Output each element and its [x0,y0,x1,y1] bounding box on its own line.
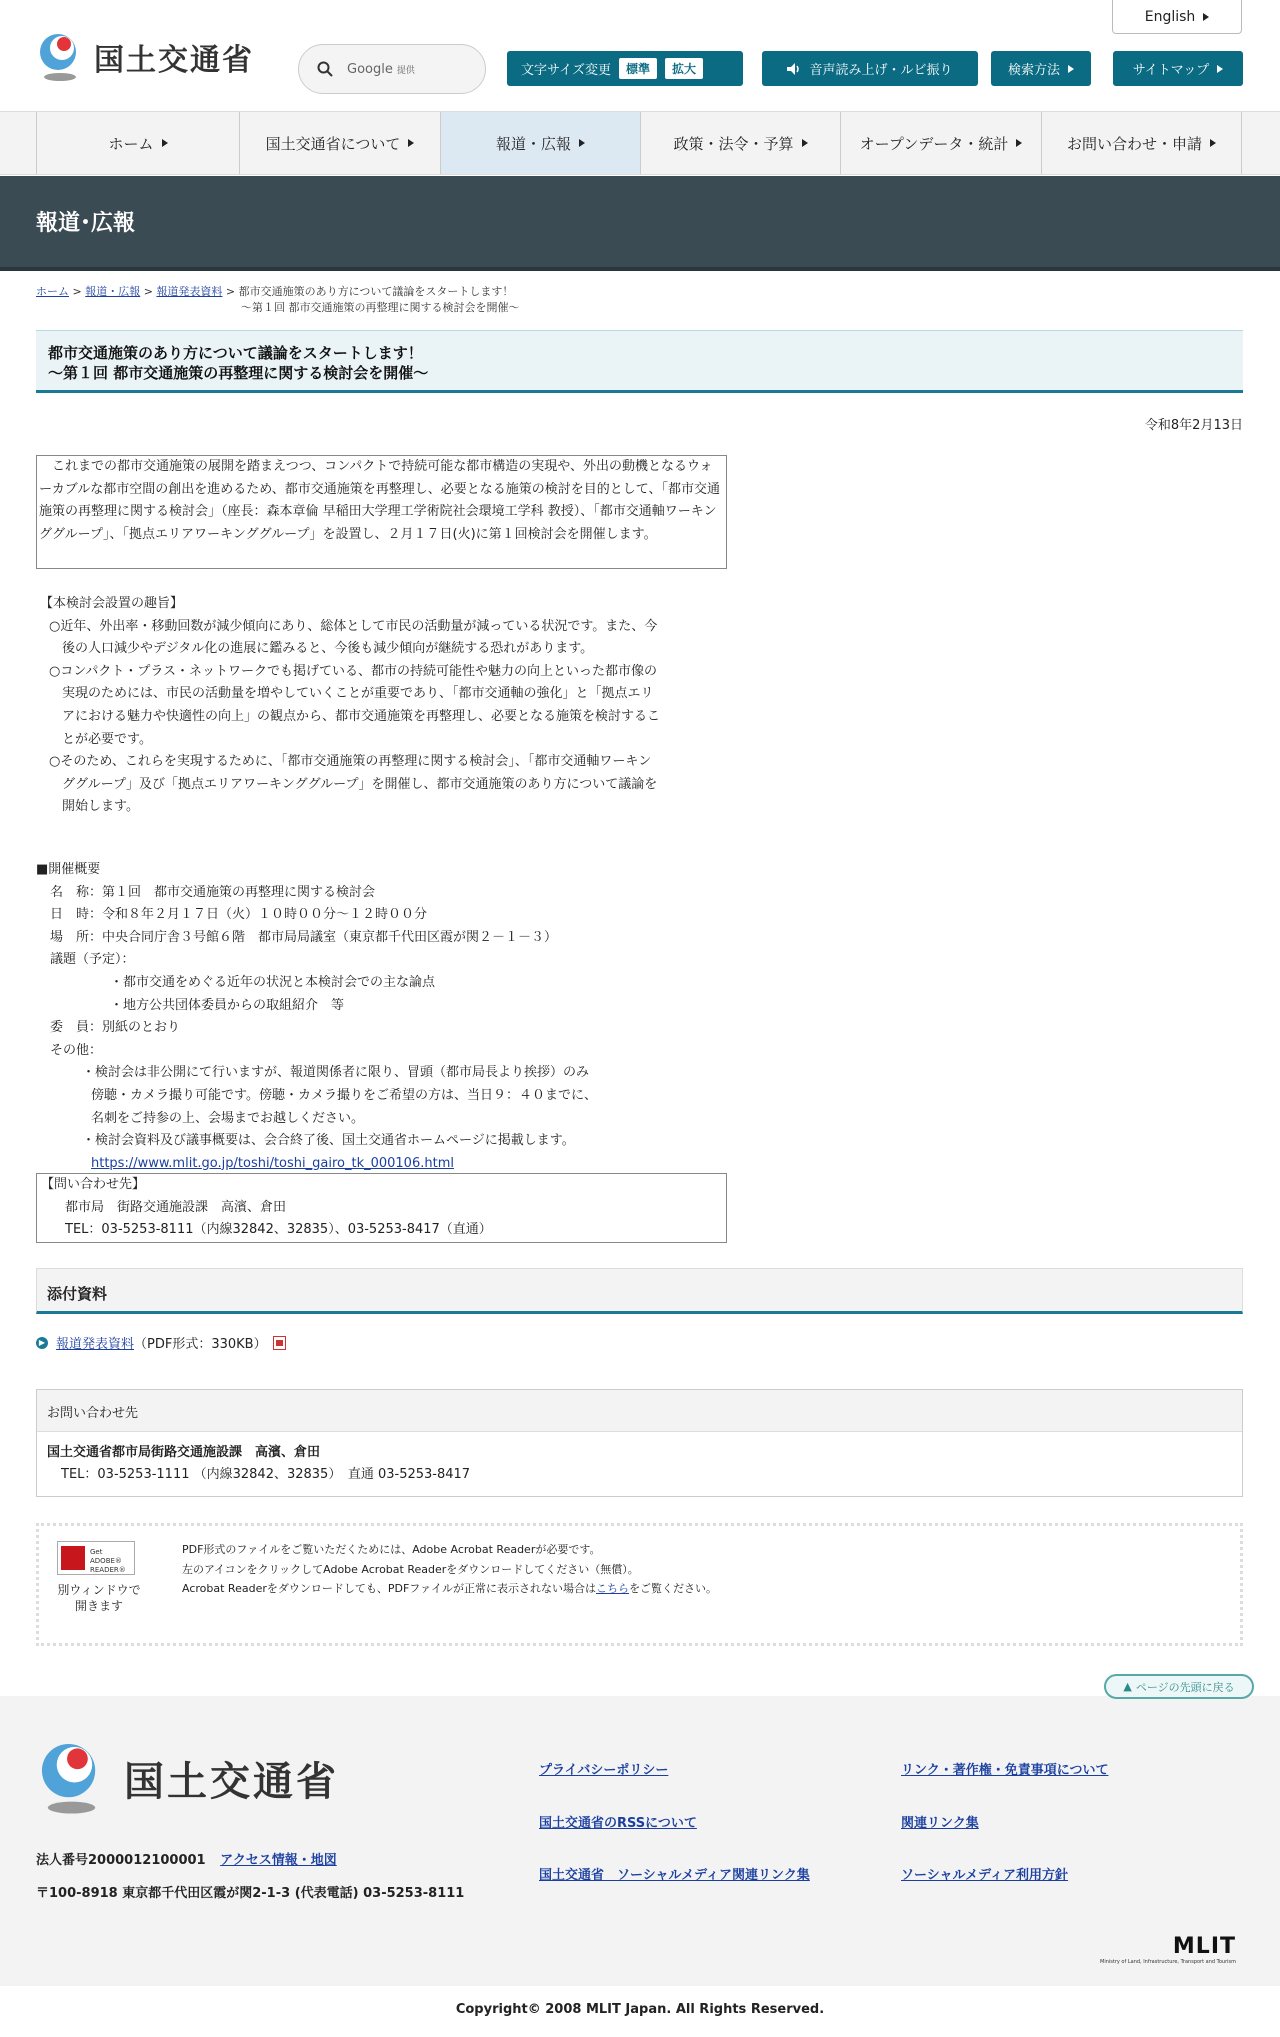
arrow-right-icon [162,139,168,147]
mlit-logo-icon [36,30,86,84]
english-link[interactable] [1112,0,1242,34]
mlit-logo-icon [36,1736,110,1820]
overview-heading: ■開催概要 [36,862,101,877]
pdf-icon [273,1336,286,1350]
article-headline [36,330,1243,393]
attachment-link[interactable]: 報道発表資料 [56,1337,135,1352]
copyright-link[interactable]: リンク・著作権・免責事項について [901,1763,1109,1778]
search-method-label: 検索方法 [1007,63,1060,78]
nav-item-opendata[interactable] [840,112,1041,174]
corp-no-text: 法人番号2000012100001 [36,1853,206,1868]
font-size-standard-button[interactable]: 標準 [619,58,657,79]
search-icon [317,61,333,77]
arrow-right-icon [1203,13,1209,21]
arrow-circle-icon: ▶ [36,1337,48,1349]
overview-members: 委 員：別紙のとおり [50,1020,181,1036]
arrow-right-icon [1210,139,1216,147]
page-banner [0,176,1280,271]
voice-read-button[interactable] [762,51,978,86]
nav-item-press[interactable] [440,112,640,174]
purpose-bullet: ○コンパクト・プラス・ネットワークでも掲げている、都市の持続可能性や魅力の向上といった都市像の実現のためには、市民の活動量を増やしていくことが重要であり、「都市交通軸の強化」と「拠点エリアにおける魅力や快適性の向上」の観点から、都市交通施策を再整理し、必要となる施策を検討することが必要です。 [49,663,661,747]
nav-item-contact[interactable] [1041,112,1242,174]
new-window-note [49,1582,149,1614]
acrobat-notice [36,1523,1243,1646]
inquiry-tel: TEL：03-5253-1111 （内線32842、32835） 直通 03-5253-8417 [61,1467,471,1482]
nav-item-home[interactable] [36,112,239,174]
arrow-right-icon [408,139,414,147]
overview-place: 場 所：中央合同庁舎３号館６階 都市局局議室（東京都千代田区霞が関２－１－３） [50,929,558,945]
note-line: 開きます [74,1599,123,1613]
inquiry-org: 国土交通省都市局街路交通施設課 高濱、倉田 [47,1445,321,1460]
attachments-heading: 添付資料 [36,1268,1243,1314]
font-size-control [507,51,743,86]
acrobat-line: 左のアイコンをクリックしてAdobe Acrobat Readerをダウンロードしてください（無償）。 [182,1562,639,1576]
english-label: English [1144,8,1196,25]
breadcrumb-current-sub: ～第１回 都市交通施策の再整理に関する検討会を開催～ [241,301,520,314]
rss-link[interactable]: 国土交通省のRSSについて [539,1816,697,1831]
global-nav [0,111,1280,175]
search-placeholder: Google 提供 [347,61,415,77]
nav-label: お問い合わせ・申請 [1066,134,1202,153]
overview-agenda-item: ・都市交通をめぐる近年の状況と本検討会での主な論点 [110,974,436,990]
publish-date: 令和8年2月13日 [1144,418,1243,433]
nav-label: オープンデータ・統計 [859,134,1009,153]
breadcrumb-current: 都市交通施策のあり方について議論をスタートします！ [238,285,514,298]
overview-name: 名 称：第１回 都市交通施策の再整理に関する検討会 [50,884,376,900]
purpose-section [40,593,660,819]
note-line: 別ウィンドウで [57,1583,141,1597]
access-link[interactable]: アクセス情報・地図 [220,1853,337,1868]
purpose-bullet: ○近年、外出率・移動回数が減少傾向にあり、総体として市民の活動量が減っている状況です。また、今後の人口減少やデジタル化の進展に鑑みると、今後も減少傾向が継続する恐れがあります。 [49,618,658,657]
footer-logo[interactable] [36,1736,339,1820]
acrobat-line: Acrobat Readerをダウンロードしても、PDFファイルが正常に表示されない場合はこちらをご覧ください。 [182,1582,718,1595]
breadcrumb-press[interactable]: 報道・広報 [85,285,141,298]
overview-note: 傍聴・カメラ撮り可能です。傍聴・カメラ撮りをご希望の方は、当日９：４０までに、 [91,1087,597,1103]
contact-line: 都市局 街路交通施設課 高濱、倉田 [65,1199,287,1215]
acrobat-text [182,1540,717,1599]
sitemap-label: サイトマップ [1132,63,1210,78]
chevron-up-icon: ▲ [1123,1680,1132,1693]
overview-datetime: 日 時：令和８年２月１７日（火）１０時００分～１２時００分 [50,907,428,923]
nav-label: 政策・法令・予算 [673,134,794,153]
page-top-label: ページの先頭に戻る [1135,1680,1235,1694]
contact-heading: 【問い合わせ先】 [41,1177,146,1192]
mlit-subtext: Ministry of Land, Infrastructure, Transport and Tourism [1100,1959,1237,1965]
breadcrumb-home[interactable]: ホーム [36,285,69,298]
privacy-link[interactable]: プライバシーポリシー [539,1763,669,1778]
intro-box [36,455,727,569]
site-header [0,0,1280,110]
attachment-item [36,1333,286,1352]
adobe-logo-text: Get [90,1548,103,1556]
search-method-button[interactable] [991,51,1091,86]
site-footer [0,1696,1280,1986]
footer-logo-text: 国土交通省 [124,1758,339,1805]
nav-label: 報道・広報 [495,134,571,153]
social-policy-link[interactable]: ソーシャルメディア利用方針 [901,1868,1069,1883]
purpose-bullet: ○そのため、これらを実現するために、「都市交通施策の再整理に関する検討会」、「都市交通軸ワーキンググループ」及び「拠点エリアワーキンググループ」を開催し、都市交通施策のあり方について議論を開始します。 [49,754,658,815]
overview-note: ・検討会資料及び議事概要は、会合終了後、国土交通省ホームページに掲載します。 [82,1133,575,1149]
inquiry-heading: お問い合わせ先 [37,1390,1242,1432]
arrow-right-icon [802,139,808,147]
intro-text: これまでの都市交通施策の展開を踏まえつつ、コンパクトで持続可能な都市構造の実現や、外出の動機となるウォーカブルな都市空間の創出を進めるため、都市交通施策を再整理し、必要となる施策の検討を目的として、「都市交通施策の再整理に関する検討会」（座長：森本章倫 早稲田大学理工学術院社会環境工学科 教授）、「都市交通軸ワーキンググループ」、「拠点エリアワーキンググループ」を設置し、２月１７日(火)に第１回検討会を開催します。 [39,459,720,542]
purpose-heading: 【本検討会設置の趣旨】 [40,596,184,611]
acrobat-line: PDF形式のファイルをご覧いただくためには、Adobe Acrobat Readerが必要です。 [182,1543,601,1556]
overview-note: 名刺をご持参の上、会場までお越しください。 [91,1110,365,1126]
breadcrumb-releases[interactable]: 報道発表資料 [156,285,223,298]
logo-text: 国土交通省 [94,43,254,78]
headline-line2: ～第１回 都市交通施策の再整理に関する検討会を開催～ [48,364,429,382]
breadcrumb: ホーム > 報道・広報 > 報道発表資料 > 都市交通施策のあり方について議論をスタートします！ ～第１回 都市交通施策の再整理に関する検討会を開催～ [36,284,596,316]
overview-url-link[interactable]: https://www.mlit.go.jp/toshi/toshi_gairo_tk_000106.html [91,1155,454,1171]
corporate-number [36,1849,337,1868]
get-adobe-reader-button[interactable] [57,1541,135,1575]
overview-agenda-item: ・地方公共団体委員からの取組紹介 等 [110,997,345,1013]
arrow-right-icon [579,139,585,147]
inquiry-box [36,1389,1243,1497]
overview-agenda-label: 議題（予定）： [50,952,135,968]
nav-item-about[interactable] [239,112,440,174]
overview-note: ・検討会は非公開にて行いますが、報道関係者に限り、冒頭（都市局長より挨拶）のみ [82,1065,590,1081]
overview-others-label: その他： [50,1042,103,1058]
footer-address: 〒100-8918 東京都千代田区霞が関2-1-3 (代表電話) 03-5253-8111 [36,1886,465,1901]
headline-line1: 都市交通施策のあり方について議論をスタートします！ [48,344,423,362]
arrow-right-icon [1217,65,1223,73]
nav-label: 国土交通省について [265,134,401,153]
site-logo[interactable] [36,30,254,84]
page-title: 報道･広報 [36,211,136,236]
font-size-large-button[interactable]: 拡大 [665,58,703,79]
adobe-icon [61,1546,85,1570]
overview-section [36,859,736,1175]
contact-box [36,1173,727,1243]
contact-line: TEL：03-5253-8111（内線32842、32835）、03-5253-8417（直通） [65,1222,492,1238]
arrow-right-icon [1068,65,1074,73]
social-links-link[interactable]: 国土交通省 ソーシャルメディア関連リンク集 [539,1868,810,1883]
page-top-button[interactable] [1104,1674,1254,1699]
attachment-info: （PDF形式：330KB） [134,1337,267,1352]
font-size-label: 文字サイズ変更 [521,63,611,78]
copyright: Copyright© 2008 MLIT Japan. All Rights Reserved. [455,2002,825,2017]
search-input[interactable] [298,44,486,94]
speaker-icon [787,63,801,75]
related-links-link[interactable]: 関連リンク集 [901,1816,979,1831]
mlit-text: MLIT [1172,1934,1237,1959]
voice-label: 音声読み上げ・ルビ振り [809,63,953,78]
nav-item-policy[interactable] [640,112,840,174]
sitemap-button[interactable] [1113,51,1243,86]
mlit-mark [1100,1934,1236,1965]
adobe-logo-text: ADOBE® READER® [90,1557,126,1574]
acrobat-help-link[interactable]: こちら [596,1582,630,1595]
arrow-right-icon [1016,139,1022,147]
nav-label: ホーム [108,134,154,153]
